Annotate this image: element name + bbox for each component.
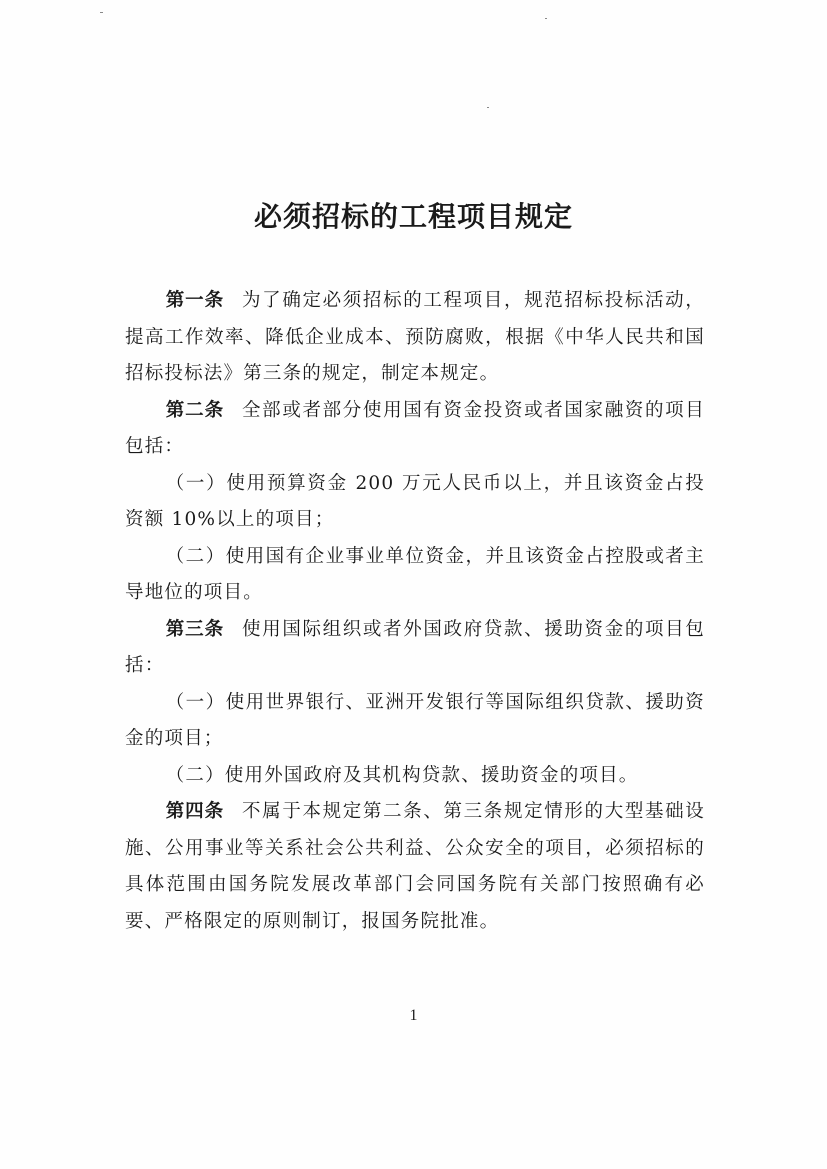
paragraph-article-3 (125, 612, 705, 685)
scan-speck (100, 12, 103, 13)
document-body (125, 283, 705, 940)
paragraph-article-1 (125, 283, 705, 393)
article-number: 第一条 (165, 290, 225, 311)
paragraph-text: 不属于本规定第二条、第三条规定情形的大型基础设施、公用事业等关系社会公共利益、公众安全的项目，必须招标的具体范围由国务院发展改革部门会同国务院有关部门按照确有必要、严格限定的原则制订，报国务院批准。 (125, 801, 705, 932)
document-title: 必须招标的工程项目规定 (253, 200, 573, 233)
paragraph-article-2 (125, 393, 705, 466)
paragraph-text: 使用国际组织或者外国政府贷款、援助资金的项目包括： (125, 618, 705, 676)
paragraph-text: （二）使用外国政府及其机构贷款、援助资金的项目。 (165, 764, 639, 786)
paragraph-item (125, 758, 705, 795)
paragraph-article-4 (125, 794, 705, 940)
paragraph-item (125, 685, 705, 758)
paragraph-text: （一）使用预算资金 200 万元人民币以上，并且该资金占投资额 10%以上的项目； (125, 472, 705, 530)
scan-speck (545, 18, 547, 19)
paragraph-text: 全部或者部分使用国有资金投资或者国家融资的项目包括： (125, 399, 705, 457)
page-number: 1 (409, 1007, 418, 1024)
paragraph-text: 为了确定必须招标的工程项目，规范招标投标活动，提高工作效率、降低企业成本、预防腐败，根据《中华人民共和国招标投标法》第三条的规定，制定本规定。 (125, 290, 705, 384)
paragraph-item (125, 466, 705, 539)
article-number: 第二条 (165, 399, 225, 421)
paragraph-item (125, 539, 705, 612)
article-number: 第四条 (165, 801, 225, 822)
scan-speck (487, 107, 489, 108)
paragraph-text: （二）使用国有企业事业单位资金，并且该资金占控股或者主导地位的项目。 (125, 545, 705, 603)
article-number: 第三条 (165, 618, 225, 640)
paragraph-text: （一）使用世界银行、亚洲开发银行等国际组织贷款、援助资金的项目； (125, 691, 705, 749)
